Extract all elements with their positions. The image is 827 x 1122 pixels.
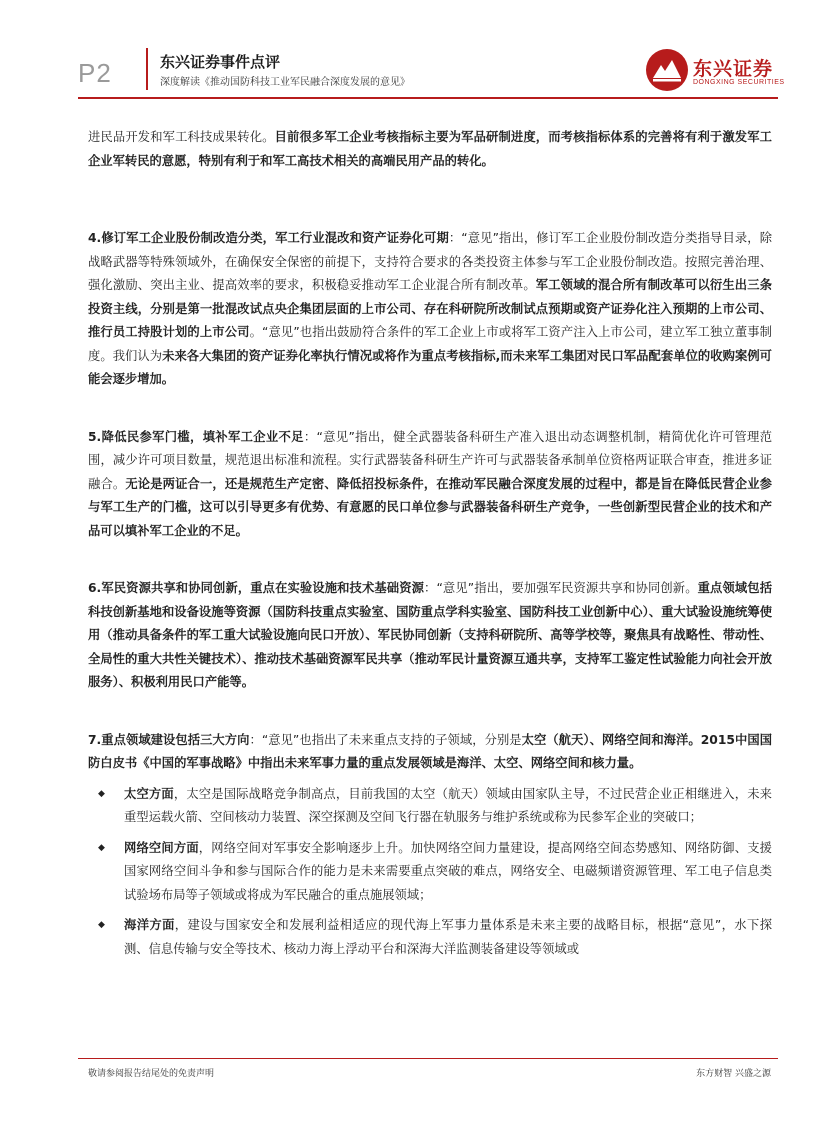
page-number: P2 bbox=[78, 58, 112, 88]
section-4-text-2: 。“意见”也指出鼓励符合条件的军工企业上市或将军工资产注入上市公司，建立军工独立董事制度。我们认为 bbox=[88, 325, 772, 363]
bullet-label: 海洋方面 bbox=[124, 918, 175, 932]
report-type-title: 东兴证券事件点评 bbox=[160, 53, 281, 71]
bullet-space bbox=[88, 783, 772, 830]
diamond-bullet-icon: ◆ bbox=[98, 788, 105, 799]
diamond-bullet-icon: ◆ bbox=[98, 920, 105, 930]
section-5-heading: 5.降低民参军门槛，填补军工企业不足 bbox=[88, 429, 304, 444]
section-4-paragraph bbox=[88, 227, 772, 392]
section-6-text: ：“意见”指出，要加强军民资源共享和协同创新。 bbox=[424, 581, 698, 595]
report-subtitle: 深度解读《推动国防科技工业军民融合深度发展的意见》 bbox=[160, 77, 410, 88]
section-6-heading: 6.军民资源共享和协同创新，重点在实验设施和技术基础资源 bbox=[88, 581, 425, 595]
logo-mark-icon bbox=[645, 48, 689, 92]
section-7-text: ：“意见”也指出了未来重点支持的子领域，分别是 bbox=[249, 732, 522, 747]
section-4-bold-text-2: 未来各大集团的资产证券化率执行情况或将作为重点考核指标,而未来军工集团对民口军品配套单位的收购案例可能会逐步增加。 bbox=[88, 348, 772, 386]
section-4-heading: 4.修订军工企业股份制改造分类，军工行业混改和资产证券化可期 bbox=[88, 231, 449, 245]
page-header bbox=[0, 0, 827, 100]
company-logo bbox=[645, 48, 785, 94]
section-5-paragraph bbox=[88, 426, 772, 544]
company-slogan: 东方财智 兴盛之源 bbox=[696, 1069, 771, 1079]
logo-name: 东兴证券 bbox=[693, 58, 774, 80]
bullet-text: ，太空是国际战略竞争制高点，目前我国的太空（航天）领域由国家队主导，不过民营企业正相继进入，未来重型运载火箭、空间核动力装置、深空探测及空间飞行器在轨服务与维护系统或称为民参军企业的突破口； bbox=[124, 786, 772, 824]
section-6-paragraph bbox=[88, 577, 772, 695]
bullet-ocean bbox=[88, 914, 772, 961]
section-4-bold-text: 军工领域的混合所有制改革可以衍生出三条投资主线，分别是第一批混改试点央企集团层面的上市公司、存在科研院所改制试点预期或资产证券化注入预期的上市公司、推行员工持股计划的上市公司 bbox=[88, 278, 772, 339]
header-rule bbox=[78, 97, 778, 99]
disclaimer-note: 敬请参阅报告结尾处的免责声明 bbox=[88, 1069, 215, 1079]
header-divider bbox=[146, 48, 148, 90]
intro-paragraph bbox=[88, 126, 772, 173]
report-body bbox=[88, 126, 772, 961]
logo-english-name: DONGXING SECURITIES bbox=[693, 79, 785, 86]
section-7-paragraph bbox=[88, 729, 772, 776]
section-7-bold-text: 太空（航天）、网络空间和海洋。2015中国国防白皮书《中国的军事战略》中指出未来军事力量的重点发展领域是海洋、太空、网络空间和核力量。 bbox=[88, 732, 772, 770]
section-6-bold-text: 重点领域包括科技创新基地和设备设施等资源（国防科技重点实验室、国防重点学科实验室、国防科技工业创新中心）、重大试验设施统筹使用（推动具备条件的军工重大试验设施向民口开放）、军民协同创新（支持科研院所、高等学校等，聚焦具有战略性、带动性、全局性的重大共性关键技术）、推动技术基础资源军民共享（推动军民计量资源互通共享，支持军工鉴定性试验能力向社会开放服务）、积极利用民口产能等。 bbox=[88, 581, 772, 689]
diamond-bullet-icon: ◆ bbox=[98, 842, 105, 853]
intro-text: 进民品开发和军工科技成果转化。 bbox=[88, 130, 275, 144]
bullet-text: ，网络空间对军事安全影响逐步上升。加快网络空间力量建设，提高网络空间态势感知、网络防御、支援国家网络空间斗争和参与国际合作的能力是未来需要重点突破的难点，网络安全、电磁频谱资源管理、军工电子信息类试验场布局等子领域或将成为军民融合的重点施展领域； bbox=[124, 840, 772, 902]
section-4-text: ：“意见”指出，修订军工企业股份制改造分类指导目录，除战略武器等特殊领域外，在确保安全保密的前提下，支持符合要求的各类投资主体参与军工企业股份制改造。按照完善治理、强化激励、突出主业、提高效率的要求，积极稳妥推动军工企业混合所有制改革。 bbox=[88, 231, 772, 292]
footer-rule bbox=[78, 1058, 778, 1059]
intro-bold-text: 目前很多军工企业考核指标主要为军品研制进度，而考核指标体系的完善将有利于激发军工企业军转民的意愿，特别有利于和军工高技术相关的高端民用产品的转化。 bbox=[88, 130, 772, 168]
bullet-text: ，建设与国家安全和发展利益相适应的现代海上军事力量体系是未来主要的战略目标，根据“意见”，水下探测、信息传输与安全等技术、核动力海上浮动平台和深海大洋监测装备建设等领域或 bbox=[124, 918, 772, 956]
section-5-text: ：“意见”指出，健全武器装备科研生产准入退出动态调整机制，精简优化许可管理范围，减少许可项目数量，规范退出标准和流程。实行武器装备科研生产许可与武器装备承制单位资格两证联合审查，推进多证融合。 bbox=[88, 429, 772, 491]
bullet-label: 太空方面 bbox=[124, 786, 174, 801]
bullet-cyberspace bbox=[88, 837, 772, 908]
bullet-label: 网络空间方面 bbox=[124, 840, 199, 855]
section-7-heading: 7.重点领域建设包括三大方向 bbox=[88, 732, 250, 747]
section-5-bold-text: 无论是两证合一，还是规范生产定密、降低招投标条件，在推动军民融合深度发展的过程中，都是旨在降低民营企业参与军工生产的门槛，这可以引导更多有优势、有意愿的民口单位参与武器装备科研生产竞争，一些创新型民营企业的技术和产品可以填补军工企业的不足。 bbox=[88, 476, 772, 538]
